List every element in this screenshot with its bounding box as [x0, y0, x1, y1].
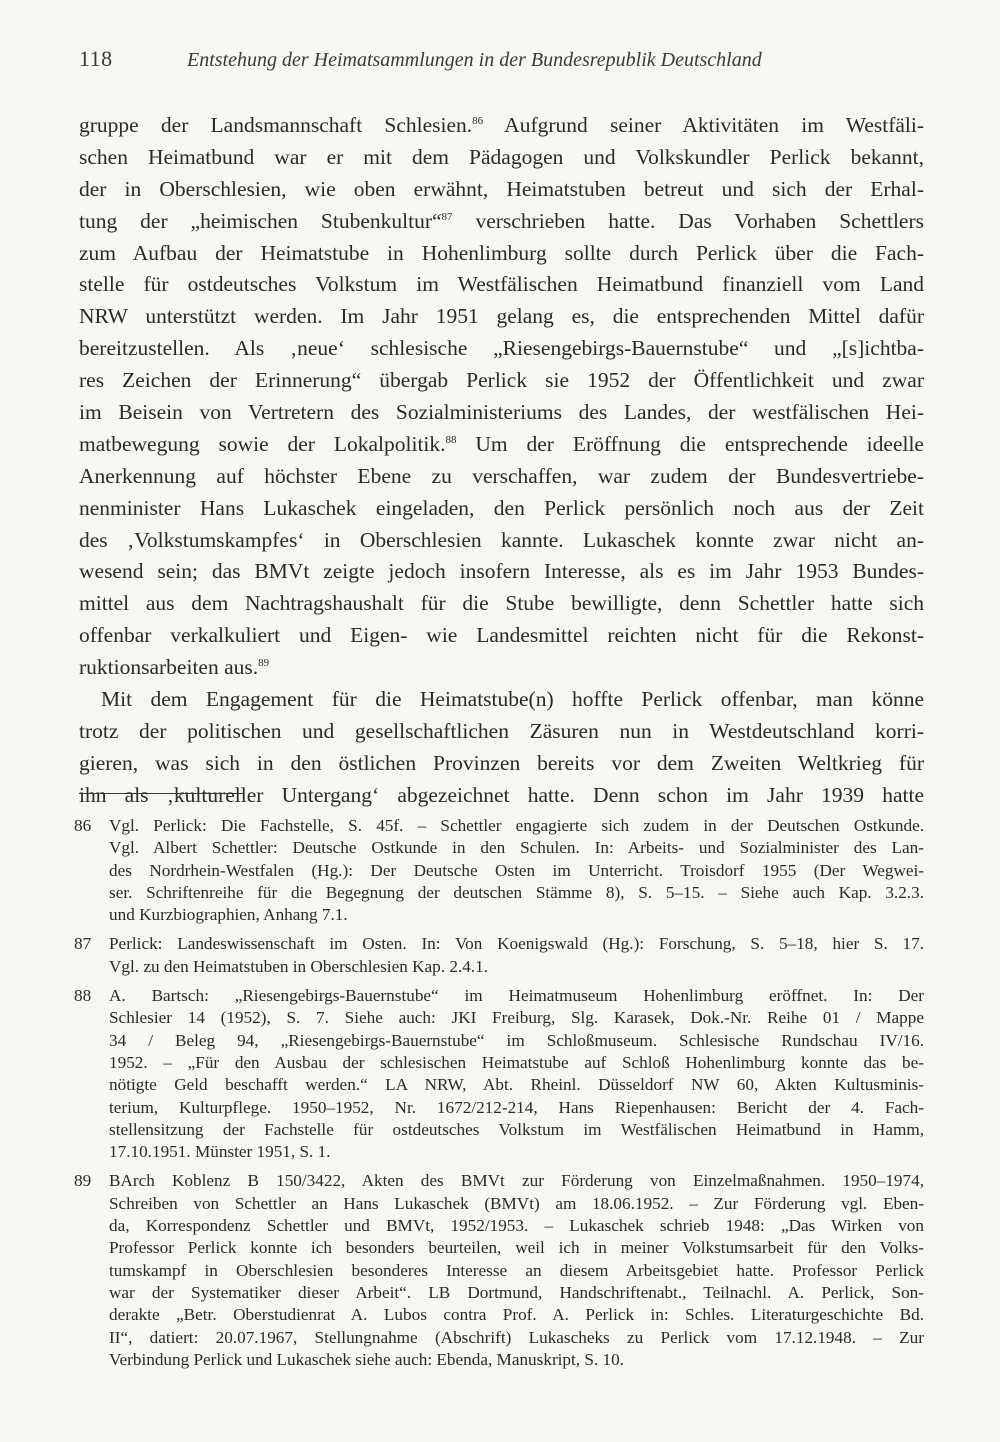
body-line [79, 556, 924, 588]
body-line [79, 620, 924, 652]
footnote-line: des Nordrhein-Westfalen (Hg.): Der Deutsche Osten im Unterricht. Troisdorf 1955 (Der Wegwei- [109, 860, 924, 880]
body-line [79, 525, 924, 557]
body-line-text: der in Oberschlesien, wie oben erwähnt, Heimatstuben betreut und sich der Erhal- [79, 176, 924, 201]
footnote-marker: 87 [441, 210, 453, 223]
footnote-line: Verbindung Perlick und Lukaschek siehe auch: Ebenda, Manuskript, S. 10. [109, 1349, 625, 1369]
body-line-text: nenminister Hans Lukaschek eingeladen, den Perlick persönlich noch aus der Zeit [79, 495, 924, 520]
body-line [79, 269, 924, 301]
footnote-divider [79, 793, 243, 794]
body-line-text: stelle für ostdeutsches Volkstum im Westfälischen Heimatbund finanziell vom Land [79, 272, 924, 297]
body-line-text: tung der „heimischen Stubenkultur“ [79, 208, 442, 233]
body-line-text: NRW unterstützt werden. Im Jahr 1951 gelang es, die entsprechenden Mittel dafür [79, 304, 924, 329]
body-line [79, 684, 924, 716]
body-line [79, 716, 924, 748]
body-line [79, 174, 924, 206]
body-line-text-continued: Um der Eröffnung die entsprechende ideelle [456, 431, 924, 456]
footnote-line: A. Bartsch: „Riesengebirgs-Bauernstube“ im Heimatmuseum Hohenlimburg eröffnet. In: Der [109, 986, 924, 1006]
footnote-line: Schreiben von Schettler an Hans Lukaschek (BMVt) am 18.06.1952. – Zur Förderung vgl. Eben- [109, 1193, 924, 1213]
body-line-text: mittel aus dem Nachtragshaushalt für die Stube bewilligte, denn Schettler hatte sich [79, 591, 924, 616]
page-number: 118 [79, 46, 113, 71]
body-line [79, 748, 924, 780]
body-line-text: gieren, was sich in den östlichen Provinzen bereits vor dem Zweiten Weltkrieg für [79, 750, 924, 775]
body-line [79, 429, 924, 461]
footnote [74, 985, 924, 1163]
running-title: Entstehung der Heimatsammlungen in der Bundesrepublik Deutschland [187, 49, 762, 71]
footnote-marker: 86 [472, 115, 484, 127]
footnote-line: terium, Kulturpflege. 1950–1952, Nr. 1672/212-214, Hans Riepenhausen: Bericht der 4. Fach- [109, 1097, 924, 1117]
body-line-text: gruppe der Landsmannschaft Schlesien. [79, 113, 473, 137]
body-line-text: zum Aufbau der Heimatstube in Hohenlimburg sollte durch Perlick über die Fach- [79, 240, 924, 265]
body-line-text: ihn als ‚kultureller Untergang‘ abgezeichnet hatte. Denn schon im Jahr 1939 hatte [79, 782, 924, 807]
body-line [79, 397, 924, 429]
body-line-text-continued: Aufgrund seiner Aktivitäten im Westfäli- [483, 113, 925, 137]
body-line-text: res Zeichen der Erinnerung“ übergab Perlick sie 1952 der Öffentlichkeit und zwar [79, 368, 924, 393]
footnote-line: II“, datiert: 20.07.1967, Stellungnahme (Abschrift) Lukascheks zu Perlick vom 17.12.1948. – Zur [109, 1327, 924, 1347]
body-line [79, 780, 924, 812]
body-line [79, 206, 924, 238]
body-line-text: bereitzustellen. Als ‚neue‘ schlesische „Riesengebirgs-Bauernstube“ und „[s]ichtba- [79, 336, 924, 361]
body-line-text: schen Heimatbund war er mit dem Pädagogen und Volkskundler Perlick bekannt, [79, 144, 924, 169]
footnote-line: derakte „Betr. Oberstudienrat A. Lubos contra Prof. A. Perlick in: Schles. Literaturgeschichte Bd. [109, 1305, 924, 1325]
footnote-line: stellensitzung der Fachstelle für ostdeutsches Volkstum im Westfälischen Heimatbund in Hamm, [109, 1119, 924, 1139]
footnote-number: 88 [74, 986, 92, 1006]
footnote-line: Professor Perlick konnte ich besonders beurteilen, weil ich in meiner Volkstumsarbeit für den Volks- [109, 1238, 924, 1258]
footnote-line: 1952. – „Für den Ausbau der schlesischen Heimatstube auf Schloß Hohenlimburg konnte das be- [109, 1052, 924, 1072]
footnote-line: BArch Koblenz B 150/3422, Akten des BMVt zur Förderung von Einzelmaßnahmen. 1950–1974, [109, 1171, 924, 1191]
footnote-line: 34 / Beleg 94, „Riesengebirgs-Bauernstube“ im Schloßmuseum. Schlesische Rundschau IV/16. [109, 1030, 924, 1050]
footnote-line: Schlesier 14 (1952), S. 7. Siehe auch: JKI Freiburg, Slg. Karasek, Dok.-Nr. Reihe 01 / Mappe [109, 1008, 924, 1028]
footnote-line: Vgl. Perlick: Die Fachstelle, S. 45f. – Schettler engagierte sich zudem in der Deutschen Ostkunde. [109, 816, 924, 835]
body-line-text: des ‚Volkstumskampfes‘ in Oberschlesien kannte. Lukaschek konnte zwar nicht an- [79, 527, 924, 552]
body-line [79, 301, 924, 333]
body-line [79, 238, 924, 270]
body-line-text: Anerkennung auf höchster Ebene zu verschaffen, war zudem der Bundesvertriebe- [79, 463, 924, 488]
footnotes-section [74, 815, 924, 1378]
footnote-line: ser. Schriftenreihe für die Begegnung der deutschen Stämme 8), S. 5–15. – Siehe auch Kap. 3.2.3. [109, 882, 924, 902]
body-line [79, 142, 924, 174]
body-line-text: im Beisein von Vertretern des Sozialministeriums des Landes, der westfälischen Hei- [79, 400, 924, 425]
body-line-text: matbewegung sowie der Lokalpolitik. [79, 431, 446, 456]
footnote [74, 1170, 924, 1371]
footnote [74, 815, 924, 926]
body-line-text-continued: verschrieben hatte. Das Vorhaben Schettlers [452, 208, 924, 233]
footnote-line: nötigte Geld beschafft werden.“ LA NRW, Abt. Rheinl. Düsseldorf NW 60, Akten Kultusminis- [109, 1075, 924, 1095]
main-text [79, 110, 924, 812]
footnote-marker: 89 [258, 657, 270, 670]
body-line-text: Mit dem Engagement für die Heimatstube(n) hoffte Perlick offenbar, man könne [101, 687, 924, 712]
running-head [79, 42, 919, 76]
body-line-text: trotz der politischen und gesellschaftlichen Zäsuren nun in Westdeutschland korri- [79, 718, 924, 743]
footnote-number: 87 [74, 934, 92, 954]
footnote-number: 89 [74, 1171, 92, 1191]
footnote-line: tumskampf in Oberschlesien besonderes Interesse an diesem Arbeitsgebiet hatte. Professor Perlick [109, 1260, 924, 1280]
body-line [79, 110, 924, 142]
footnote-marker: 88 [445, 433, 457, 446]
body-line [79, 461, 924, 493]
body-line [79, 333, 924, 365]
footnote-line: Vgl. Albert Schettler: Deutsche Ostkunde in den Schulen. In: Arbeits- und Sozialminister des Lan- [109, 838, 924, 858]
body-line [79, 588, 924, 620]
body-line [79, 493, 924, 525]
footnote-number: 86 [74, 816, 92, 835]
footnote [74, 933, 924, 978]
footnote-line: war der Systematiker dieser Arbeit“. LB Dortmund, Handschriftenabt., Teilnachl. A. Perlick, Son- [109, 1282, 924, 1302]
body-line [79, 365, 924, 397]
footnote-line: da, Korrespondenz Schettler und BMVt, 1952/1953. – Lukaschek schrieb 1948: „Das Wirken von [109, 1216, 924, 1236]
body-line-text: ruktionsarbeiten aus. [79, 655, 259, 680]
footnote-line: und Kurzbiographien, Anhang 7.1. [109, 905, 348, 925]
footnote-line: 17.10.1951. Münster 1951, S. 1. [109, 1142, 331, 1162]
footnote-line: Perlick: Landeswissenschaft im Osten. In: Von Koenigswald (Hg.): Forschung, S. 5–18, hier S. 17. [109, 934, 924, 954]
footnote-line: Vgl. zu den Heimatstuben in Oberschlesien Kap. 2.4.1. [109, 956, 488, 976]
body-line-text: offenbar verkalkuliert und Eigen- wie Landesmittel reichten nicht für die Rekonst- [79, 623, 924, 648]
body-line-text: wesend sein; das BMVt zeigte jedoch insofern Interesse, als es im Jahr 1953 Bundes- [79, 559, 924, 584]
body-line [79, 652, 924, 684]
